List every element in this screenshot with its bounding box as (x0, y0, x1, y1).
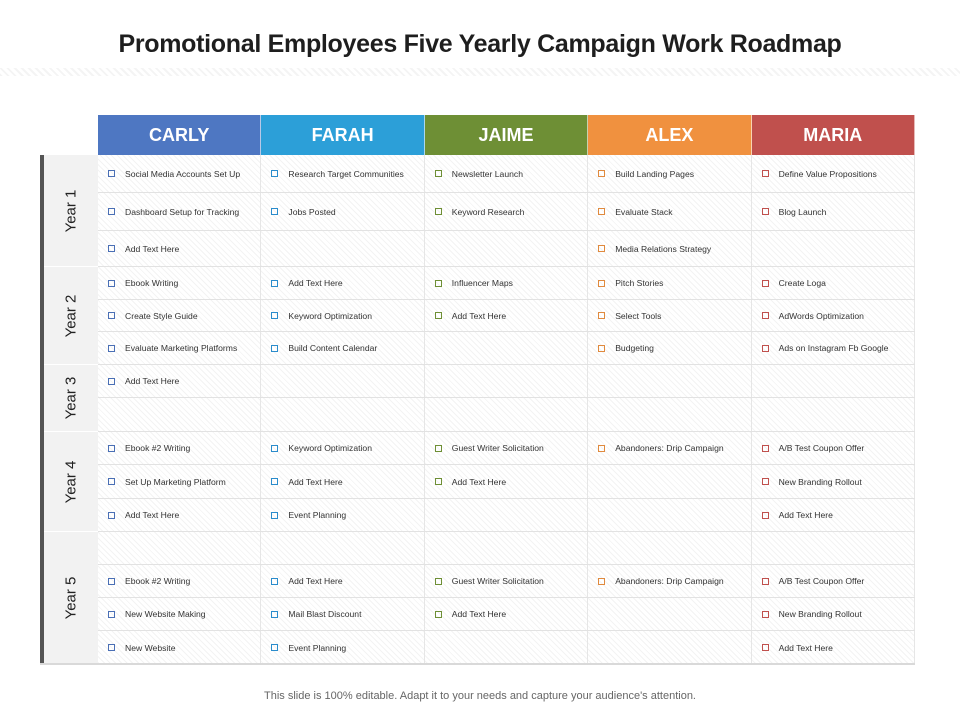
table-row (98, 365, 915, 398)
task-cell (752, 365, 915, 397)
task-label: Add Text Here (778, 642, 833, 653)
task-cell (98, 155, 261, 192)
task-cell (98, 231, 261, 266)
checkbox-icon[interactable] (108, 512, 115, 519)
checkbox-icon[interactable] (108, 478, 115, 485)
task-cell (98, 332, 261, 364)
task-cell (588, 499, 751, 531)
task-label: Event Planning (288, 510, 347, 520)
page-title: Promotional Employees Five Yearly Campaign Work Roadmap (118, 30, 842, 58)
task-label: Set Up Marketing Platform (125, 476, 226, 487)
task-label: Ebook #2 Writing (125, 576, 191, 586)
task-cell (752, 465, 915, 498)
year-sidebar (40, 155, 98, 663)
checkbox-icon[interactable] (762, 445, 769, 452)
task-cell (425, 465, 588, 498)
task-cell (752, 432, 915, 464)
checkbox-icon[interactable] (762, 345, 769, 352)
table-row (98, 499, 915, 532)
task-label: New Branding Rollout (778, 609, 862, 619)
task-label: Add Text Here (125, 376, 180, 386)
task-cell (588, 465, 751, 498)
year-segment (44, 155, 98, 267)
checkbox-icon[interactable] (435, 208, 442, 215)
checkbox-icon[interactable] (108, 644, 115, 651)
task-label: New Website (125, 642, 176, 653)
checkbox-icon[interactable] (598, 578, 605, 585)
checkbox-icon[interactable] (598, 445, 605, 452)
checkbox-icon[interactable] (108, 208, 115, 215)
checkbox-icon[interactable] (598, 208, 605, 215)
task-cell (98, 432, 261, 464)
checkbox-icon[interactable] (435, 312, 442, 319)
checkbox-icon[interactable] (435, 578, 442, 585)
task-cell (588, 432, 751, 464)
task-cell (752, 565, 915, 597)
task-cell (98, 398, 261, 431)
task-cell (261, 155, 424, 192)
checkbox-icon[interactable] (108, 280, 115, 287)
checkbox-icon[interactable] (762, 280, 769, 287)
task-label: Evaluate Stack (615, 206, 673, 217)
checkbox-icon[interactable] (271, 478, 278, 485)
task-cell (425, 365, 588, 397)
column-header-farah: FARAH (261, 115, 424, 155)
checkbox-icon[interactable] (762, 208, 769, 215)
checkbox-icon[interactable] (108, 245, 115, 252)
task-cell (752, 155, 915, 192)
task-label: Pitch Stories (615, 278, 664, 288)
column-header-maria: MARIA (752, 115, 915, 155)
task-label: Keyword Research (451, 206, 525, 217)
checkbox-icon[interactable] (435, 611, 442, 618)
checkbox-icon[interactable] (762, 312, 769, 319)
task-cell (752, 193, 915, 230)
checkbox-icon[interactable] (435, 478, 442, 485)
task-cell (261, 300, 424, 331)
task-cell (98, 631, 261, 664)
task-cell (261, 332, 424, 364)
task-cell (261, 365, 424, 397)
task-label: AdWords Optimization (778, 310, 864, 321)
column-header-jaime: JAIME (425, 115, 588, 155)
task-label: Jobs Posted (288, 206, 336, 217)
checkbox-icon[interactable] (598, 312, 605, 319)
column-header-alex: ALEX (588, 115, 751, 155)
year-label: Year 2 (62, 294, 80, 337)
task-label: New Branding Rollout (778, 476, 862, 487)
task-label: Blog Launch (778, 206, 827, 217)
task-cell (425, 332, 588, 364)
task-cell (752, 231, 915, 266)
checkbox-icon[interactable] (271, 578, 278, 585)
task-cell (588, 631, 751, 664)
checkbox-icon[interactable] (271, 208, 278, 215)
task-cell (588, 365, 751, 397)
checkbox-icon[interactable] (598, 280, 605, 287)
task-cell (261, 598, 424, 630)
task-cell (98, 532, 261, 564)
task-cell (752, 332, 915, 364)
checkbox-icon[interactable] (108, 170, 115, 177)
task-cell (752, 300, 915, 331)
task-cell (98, 300, 261, 331)
task-cell (261, 499, 424, 531)
task-cell (588, 598, 751, 630)
checkbox-icon[interactable] (762, 512, 769, 519)
task-cell (261, 631, 424, 664)
column-header-carly: CARLY (98, 115, 261, 155)
year-label: Year 5 (62, 576, 80, 620)
task-label: Build Content Calendar (288, 343, 378, 353)
task-cell (98, 365, 261, 397)
task-cell (588, 231, 751, 266)
task-cell (98, 267, 261, 299)
checkbox-icon[interactable] (271, 345, 278, 352)
task-cell (261, 465, 424, 498)
task-cell (261, 231, 424, 266)
task-cell (425, 193, 588, 230)
task-label: Ebook #2 Writing (125, 443, 191, 453)
task-label: Add Text Here (288, 576, 343, 586)
task-cell (752, 598, 915, 630)
task-cell (588, 267, 751, 299)
checkbox-icon[interactable] (435, 280, 442, 287)
task-label: Budgeting (615, 343, 654, 353)
task-label: Mail Blast Discount (288, 609, 362, 619)
year-label: Year 1 (62, 189, 80, 232)
checkbox-icon[interactable] (271, 445, 278, 452)
task-label: Ebook Writing (125, 278, 179, 288)
task-cell (98, 193, 261, 230)
checkbox-icon[interactable] (435, 445, 442, 452)
task-label: Evaluate Marketing Platforms (125, 343, 238, 353)
checkbox-icon[interactable] (108, 445, 115, 452)
task-cell (752, 398, 915, 431)
task-cell (752, 631, 915, 664)
task-cell (588, 332, 751, 364)
task-label: Dashboard Setup for Tracking (125, 206, 240, 217)
checkbox-icon[interactable] (762, 478, 769, 485)
checkbox-icon[interactable] (108, 611, 115, 618)
table-row (98, 565, 915, 598)
table-bottom-border (40, 663, 915, 665)
checkbox-icon[interactable] (435, 170, 442, 177)
task-label: Add Text Here (778, 510, 833, 520)
task-label: Add Text Here (451, 476, 507, 487)
checkbox-icon[interactable] (762, 611, 769, 618)
task-cell (425, 155, 588, 192)
checkbox-icon[interactable] (598, 245, 605, 252)
task-label: Abandoners: Drip Campaign (615, 576, 724, 586)
task-label: Media Relations Strategy (615, 243, 712, 254)
table-row (98, 465, 915, 499)
task-label: A/B Test Coupon Offer (778, 576, 865, 586)
task-cell (98, 565, 261, 597)
checkbox-icon[interactable] (762, 170, 769, 177)
table-row (98, 398, 915, 432)
task-cell (98, 499, 261, 531)
task-cell (425, 532, 588, 564)
checkbox-icon[interactable] (598, 170, 605, 177)
year-segment (44, 532, 98, 665)
task-cell (261, 193, 424, 230)
checkbox-icon[interactable] (108, 578, 115, 585)
task-cell (425, 499, 588, 531)
task-label: Social Media Accounts Set Up (125, 168, 241, 179)
task-label: Create Style Guide (125, 310, 198, 321)
task-label: Guest Writer Solicitation (451, 443, 544, 453)
checkbox-icon[interactable] (271, 611, 278, 618)
year-segment (44, 267, 98, 365)
task-cell (425, 300, 588, 331)
task-label: Add Text Here (288, 278, 343, 288)
checkbox-icon[interactable] (762, 578, 769, 585)
task-cell (98, 598, 261, 630)
year-segment (44, 432, 98, 532)
task-label: Ads on Instagram Fb Google (778, 343, 889, 353)
task-label: Add Text Here (288, 476, 343, 487)
table-row (98, 155, 915, 193)
checkbox-icon[interactable] (271, 170, 278, 177)
task-cell (588, 532, 751, 564)
task-cell (261, 267, 424, 299)
footer-note: This slide is 100% editable. Adapt it to your needs and capture your audience's attention. (264, 690, 696, 702)
task-label: New Website Making (125, 609, 206, 619)
task-cell (752, 267, 915, 299)
checkbox-icon[interactable] (271, 312, 278, 319)
task-cell (261, 532, 424, 564)
task-label: Add Text Here (125, 243, 180, 254)
task-cell (425, 398, 588, 431)
task-label: Create Loga (778, 278, 826, 288)
checkbox-icon[interactable] (108, 378, 115, 385)
table-row (98, 332, 915, 365)
task-cell (588, 193, 751, 230)
column-header-row (98, 115, 915, 155)
task-label: Keyword Optimization (288, 443, 372, 453)
table-row (98, 231, 915, 267)
checkbox-icon[interactable] (108, 312, 115, 319)
task-cell (425, 231, 588, 266)
checkbox-icon[interactable] (598, 345, 605, 352)
task-label: Add Text Here (451, 310, 507, 321)
table-row (98, 432, 915, 465)
task-label: Newsletter Launch (451, 168, 523, 179)
task-label: Define Value Propositions (778, 168, 877, 179)
checkbox-icon[interactable] (108, 345, 115, 352)
year-label: Year 4 (62, 460, 80, 503)
task-cell (588, 398, 751, 431)
task-cell (752, 532, 915, 564)
task-cell (752, 499, 915, 531)
checkbox-icon[interactable] (271, 512, 278, 519)
task-cell (98, 465, 261, 498)
task-label: Add Text Here (451, 609, 507, 619)
table-row (98, 532, 915, 565)
task-label: Influencer Maps (451, 278, 513, 288)
table-row (98, 631, 915, 665)
task-label: Add Text Here (125, 510, 180, 520)
checkbox-icon[interactable] (271, 280, 278, 287)
task-label: Research Target Communities (288, 168, 404, 179)
task-cell (588, 565, 751, 597)
task-cell (425, 267, 588, 299)
task-label: Event Planning (288, 642, 347, 653)
title-divider (0, 68, 960, 76)
year-segment (44, 365, 98, 432)
task-label: Keyword Optimization (288, 310, 372, 321)
task-cell (261, 398, 424, 431)
task-cell (588, 155, 751, 192)
task-cell (261, 432, 424, 464)
table-row (98, 598, 915, 631)
task-cell (588, 300, 751, 331)
task-cell (261, 565, 424, 597)
table-row (98, 193, 915, 231)
task-cell (425, 631, 588, 664)
task-label: Abandoners: Drip Campaign (615, 443, 724, 453)
year-label: Year 3 (62, 376, 80, 420)
task-label: Build Landing Pages (615, 168, 695, 179)
checkbox-icon[interactable] (271, 644, 278, 651)
task-cell (425, 565, 588, 597)
table-row (98, 300, 915, 332)
task-cell (425, 598, 588, 630)
task-label: Guest Writer Solicitation (451, 576, 544, 586)
table-row (98, 267, 915, 300)
task-cell (425, 432, 588, 464)
roadmap-grid (98, 155, 915, 663)
checkbox-icon[interactable] (762, 644, 769, 651)
task-label: Select Tools (615, 310, 662, 321)
task-label: A/B Test Coupon Offer (778, 443, 865, 453)
